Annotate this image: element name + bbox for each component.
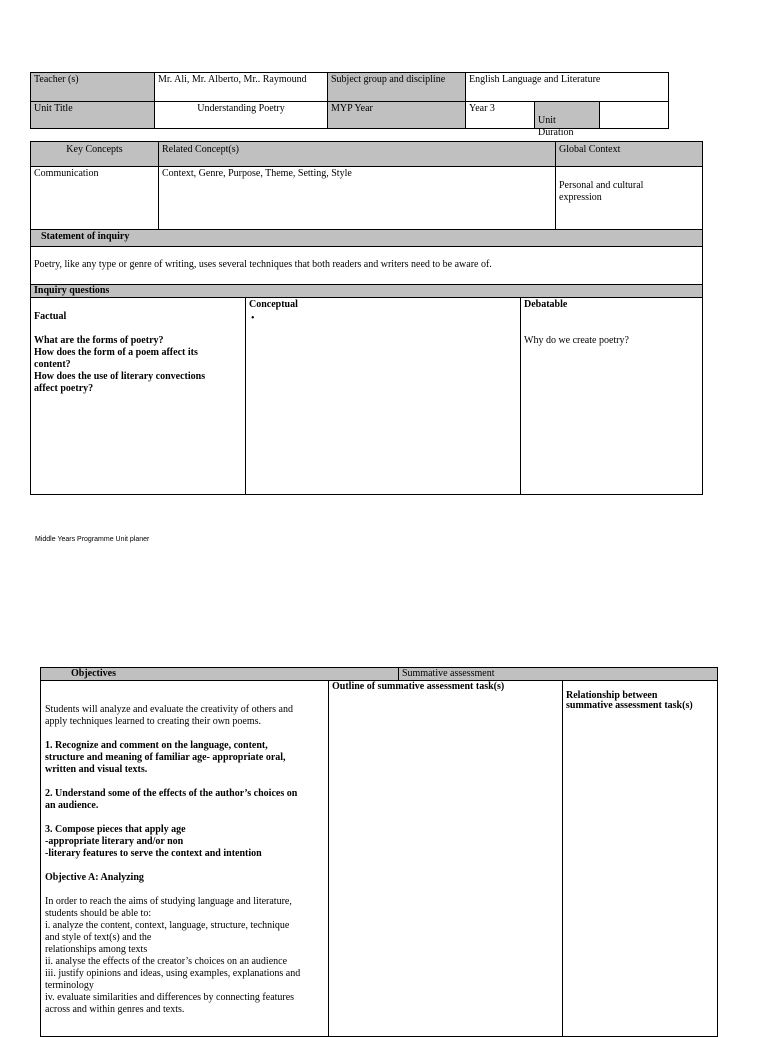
divider — [31, 229, 702, 230]
divider — [31, 166, 702, 167]
objectives-content — [41, 681, 328, 1036]
divider — [465, 73, 466, 128]
divider — [31, 101, 668, 102]
global-context-value-cell — [556, 167, 702, 229]
divider — [327, 73, 328, 128]
global-context-value: Personal and cultural expression — [559, 180, 644, 203]
teacher-label-cell — [31, 73, 154, 101]
statement-label: Statement of inquiry — [41, 231, 130, 242]
global-context-header — [556, 142, 702, 166]
statement-header — [31, 230, 702, 246]
key-concepts-value: Communication — [34, 168, 99, 179]
related-concepts-header — [159, 142, 555, 166]
inquiry-label: Inquiry questions — [34, 285, 110, 296]
myp-year-value: Year 3 — [469, 103, 495, 114]
debatable-cell — [521, 298, 702, 494]
subject-label: Subject group and discipline — [331, 74, 446, 85]
statement-text: Poetry, like any type or genre of writing, uses several techniques that both readers and writers need to be aware of. — [34, 259, 492, 270]
divider — [398, 668, 399, 680]
summative-label: Summative assessment — [402, 668, 495, 679]
summative-header — [399, 668, 717, 680]
divider — [562, 680, 563, 1036]
unit-title-label: Unit Title — [34, 103, 73, 114]
conceptual-cell — [246, 298, 520, 494]
debatable-label: Debatable — [524, 299, 568, 310]
concepts-table — [30, 141, 703, 495]
divider — [31, 297, 702, 298]
debatable-question: Why do we create poetry? — [524, 335, 629, 346]
page-footer-caption: Middle Years Programme Unit planer — [35, 536, 150, 543]
divider — [555, 142, 556, 229]
outline-label: Outline of summative assessment task(s) — [332, 681, 505, 692]
divider — [534, 101, 535, 128]
divider — [31, 246, 702, 247]
factual-label: Factual — [34, 311, 67, 322]
unit-duration-value-cell — [600, 102, 668, 128]
divider — [158, 142, 159, 229]
divider — [245, 297, 246, 494]
relationship-cell — [563, 681, 717, 1036]
unit-title-value: Understanding Poetry — [197, 103, 285, 114]
unit-title-label-cell — [31, 102, 154, 128]
unit-duration-label-cell — [535, 102, 599, 138]
key-concepts-label: Key Concepts — [66, 144, 123, 155]
objective-a-title: Objective A: Analyzing — [45, 872, 144, 883]
unit-duration-label: Unit Duration — [538, 115, 574, 138]
statement-text-cell — [31, 247, 702, 284]
relationship-label: Relationship between summative assessment task(s) — [566, 690, 693, 711]
subject-value: English Language and Literature — [469, 74, 601, 85]
related-concepts-value: Context, Genre, Purpose, Theme, Setting, Style — [162, 168, 352, 179]
subject-value-cell — [466, 73, 668, 101]
myp-year-label-cell — [328, 102, 465, 128]
objectives-label: Objectives — [71, 668, 116, 679]
divider — [154, 73, 155, 128]
teacher-value-cell — [155, 73, 327, 101]
teacher-label: Teacher (s) — [34, 74, 79, 85]
conceptual-bullet: • — [251, 313, 255, 324]
divider — [599, 101, 600, 128]
factual-cell — [31, 298, 245, 494]
header-table — [30, 72, 669, 138]
objective-a-text: In order to reach the aims of studying language and literature, students should be able to: i. analyze the content, context, language, structure, technique and style of text(s) and the relationships among texts ii. analyse the effects of the creator’s choices on an audience iii. justify opinions and ideas, using examples, explanations and terminology iv. evaluate similarities and differences by connecting features across and within genres and texts. — [45, 896, 301, 1015]
factual-questions: What are the forms of poetry? How does the form of a poem affect its content? How does the use of literary convections affect poetry? — [34, 335, 206, 394]
divider — [31, 284, 702, 285]
related-concepts-label: Related Concept(s) — [162, 144, 239, 155]
teacher-value: Mr. Ali, Mr. Alberto, Mr.. Raymound — [158, 74, 307, 85]
myp-year-value-cell — [466, 102, 534, 128]
outline-cell — [329, 681, 562, 1036]
myp-year-label: MYP Year — [331, 103, 373, 114]
objectives-table — [40, 667, 718, 1037]
inquiry-header — [31, 285, 702, 297]
objectives-header — [41, 668, 398, 680]
key-concepts-value-cell — [31, 167, 158, 229]
objective-3: 3. Compose pieces that apply age -appropriate literary and/or non -literary features to serve the context and intention — [45, 824, 262, 859]
key-concepts-header — [31, 142, 158, 166]
divider — [41, 680, 717, 681]
related-concepts-value-cell — [159, 167, 555, 229]
objective-1: 1. Recognize and comment on the language, content, structure and meaning of familiar age- appropriate oral, written and visual texts. — [45, 740, 286, 775]
objective-2: 2. Understand some of the effects of the author’s choices on an audience. — [45, 788, 298, 811]
divider — [328, 680, 329, 1036]
divider — [520, 297, 521, 494]
objectives-intro: Students will analyze and evaluate the creativity of others and apply techniques learned to creating their own poems. — [45, 704, 293, 727]
unit-title-value-cell — [155, 102, 327, 128]
global-context-label: Global Context — [559, 144, 621, 155]
subject-label-cell — [328, 73, 465, 101]
conceptual-label: Conceptual — [249, 299, 298, 310]
